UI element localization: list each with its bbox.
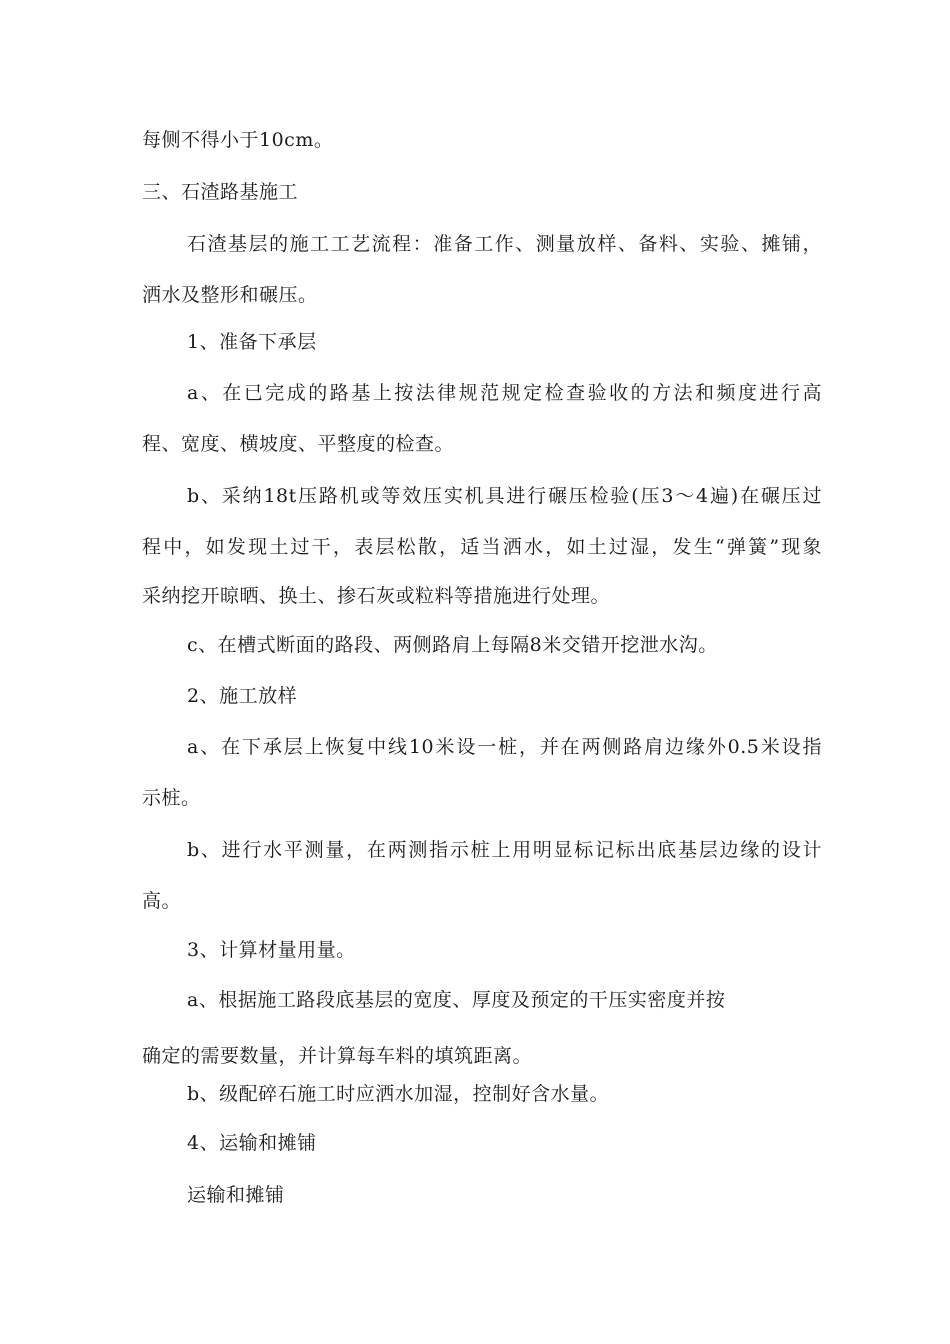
paragraph-line: 石渣基层的施工工艺流程：准备工作、测量放样、备料、实验、摊铺， bbox=[187, 233, 822, 255]
paragraph-line: c、在槽式断面的路段、两侧路肩上每隔8米交错开挖泄水沟。 bbox=[187, 634, 718, 656]
paragraph-line: a、在已完成的路基上按法律规范规定检查验收的方法和频度进行高 bbox=[187, 382, 822, 404]
paragraph-line: 采纳挖开晾晒、换土、掺石灰或粒料等措施进行处理。 bbox=[142, 585, 611, 607]
text-line: 每侧不得小于10cm。 bbox=[142, 129, 334, 151]
paragraph-line: 确定的需要数量，并计算每车料的填筑距离。 bbox=[142, 1045, 533, 1067]
paragraph-line: a、根据施工路段底基层的宽度、厚度及预定的干压实密度并按 bbox=[187, 989, 726, 1011]
paragraph-line: a、在下承层上恢复中线10米设一桩，并在两侧路肩边缘外0.5米设指 bbox=[187, 736, 822, 758]
paragraph-line: 程中，如发现土过干，表层松散，适当洒水，如土过湿，发生“弹簧”现象 bbox=[142, 536, 822, 558]
section-heading: 三、石渣路基施工 bbox=[142, 181, 299, 203]
subsection-heading: 1、准备下承层 bbox=[187, 331, 317, 353]
paragraph-line: 示桩。 bbox=[142, 787, 201, 809]
paragraph-line: 运输和摊铺 bbox=[187, 1184, 285, 1206]
paragraph-line: 高。 bbox=[142, 890, 182, 912]
subsection-heading: 4、运输和摊铺 bbox=[187, 1132, 317, 1154]
paragraph-line: b、进行水平测量，在两测指示桩上用明显标记标出底基层边缘的设计 bbox=[187, 839, 822, 861]
paragraph-line: 程、宽度、横坡度、平整度的检查。 bbox=[142, 433, 455, 455]
paragraph-line: b、采纳18t压路机或等效压实机具进行碾压检验(压3〜4遍)在碾压过 bbox=[187, 485, 822, 507]
subsection-heading: 3、计算材量用量。 bbox=[187, 939, 356, 961]
paragraph-line: b、级配碎石施工时应洒水加湿，控制好含水量。 bbox=[187, 1083, 610, 1105]
subsection-heading: 2、施工放样 bbox=[187, 685, 298, 707]
paragraph-line: 洒水及整形和碾压。 bbox=[142, 284, 318, 306]
